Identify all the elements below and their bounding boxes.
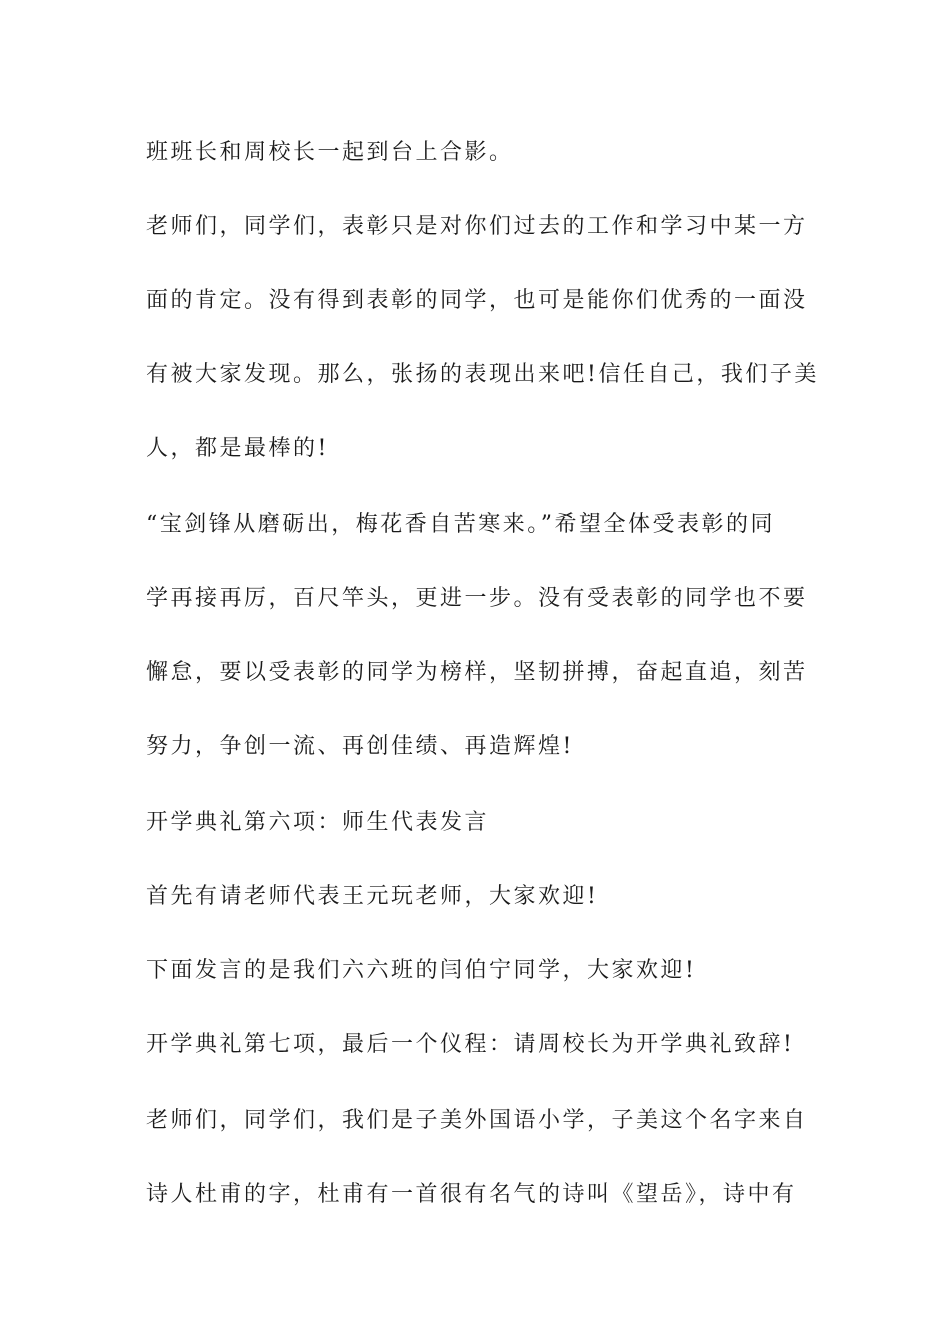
text-line: 诗人杜甫的字，杜甫有一首很有名气的诗叫《望岳》，诗中有 [146,1182,797,1207]
text-line: 下面发言的是我们六六班的闫伯宁同学，大家欢迎! [146,958,697,983]
text-line: 首先有请老师代表王元玩老师，大家欢迎! [146,884,599,909]
text-line: 面的肯定。没有得到表彰的同学，也可是能你们优秀的一面没 [146,288,808,313]
text-line: 班班长和周校长一起到台上合影。 [146,140,514,165]
section-heading-line: 开学典礼第六项：师生代表发言 [146,810,490,835]
text-line: “宝剑锋从磨砺出，梅花香自苦寒来。”希望全体受表彰的同 [146,512,775,537]
text-line: 懈怠，要以受表彰的同学为榜样，坚韧拼搏，奋起直追，刻苦 [146,660,808,685]
text-line: 人，都是最棒的! [146,436,329,461]
text-line: 有被大家发现。那么，张扬的表现出来吧!信任自己，我们子美 [146,362,819,387]
text-line: 学再接再厉，百尺竿头，更进一步。没有受表彰的同学也不要 [146,586,808,611]
text-line: 老师们，同学们，我们是子美外国语小学，子美这个名字来自 [146,1108,808,1133]
text-line: 老师们，同学们，表彰只是对你们过去的工作和学习中某一方 [146,214,808,239]
text-line: 努力，争创一流、再创佳绩、再造辉煌! [146,734,574,759]
section-heading-line: 开学典礼第七项，最后一个仪程：请周校长为开学典礼致辞! [146,1032,795,1057]
